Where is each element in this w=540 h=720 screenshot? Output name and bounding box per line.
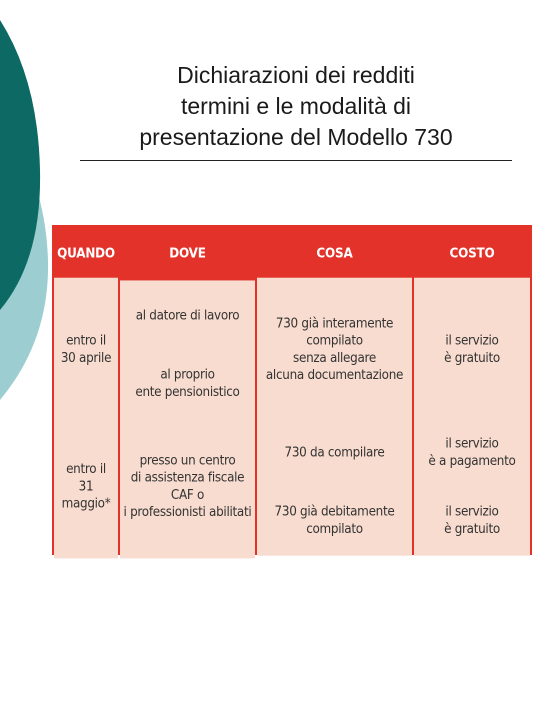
cell-quando-may: entro il 31 maggio* (54, 414, 118, 559)
cell-quando-april: entro il 30 aprile (54, 278, 118, 421)
header-dove: DOVE (169, 245, 206, 261)
decorative-teal-shape (0, 0, 60, 420)
title-line-2: termini e le modalità di (180, 93, 412, 119)
cell-cosa-completed: 730 già debitamente compilato (257, 484, 412, 555)
title-underline (80, 160, 512, 161)
header-costo: COSTO (449, 245, 495, 261)
cell-cosa-precompiled: 730 già interamente compilato senza allegare alcuna documentazione (257, 278, 412, 421)
cell-dove-caf: presso un centro di assistenza fiscale CAF o i professionisti abilitati (120, 414, 255, 559)
header-quando: QUANDO (57, 245, 115, 261)
slide-title (80, 60, 512, 153)
cell-dove-pension: al proprio ente pensionistico (120, 347, 255, 417)
cell-dove-employer: al datore di lavoro (120, 280, 255, 349)
cell-cosa-to-fill: 730 da compilare (257, 416, 412, 486)
schedule-table (52, 225, 532, 555)
title-line-1: Dichiarazioni dei redditi (177, 62, 415, 88)
cell-costo-free-1: il servizio è gratuito (414, 278, 530, 421)
title-line-3: presentazione del Modello 730 (139, 124, 453, 150)
cell-costo-free-2: il servizio è gratuito (414, 484, 530, 555)
header-cosa: COSA (316, 245, 353, 261)
cell-costo-paid: il servizio è a pagamento (414, 416, 530, 486)
